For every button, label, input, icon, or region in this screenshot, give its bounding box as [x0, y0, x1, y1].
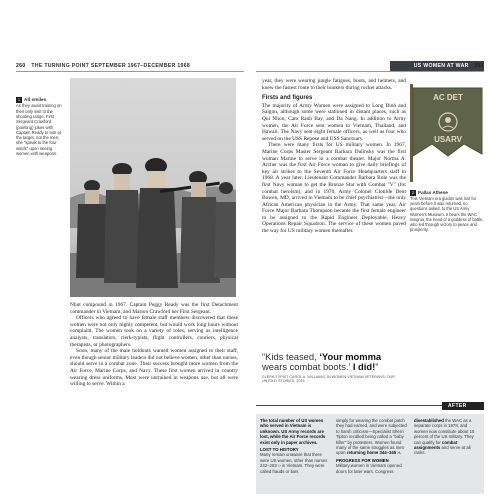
flag-text-top: AC DET [433, 93, 463, 102]
right-running-title: US WOMEN AT WAR [413, 63, 469, 69]
after-col3-bold1: disestablished [414, 418, 444, 423]
after-column-3 [414, 418, 480, 456]
after-col3-text: the WAC as a separate corps in 1978, and women now constitute about 15 percent of the US military. They can qualify for [414, 418, 475, 445]
left-header-rule [16, 71, 244, 72]
right-body-text [262, 78, 406, 235]
left-paragraph-3: Soon, many of the male holdouts wanted women assigned to their staff, even though senior military leaders did not believe women, other than nurses, should serve in a combat zone. Their success brought more women from the Air Force, Marine Corps, and Navy. These first women arrived in country wearing dress uniforms. Most were untrained in weapons use, but all were willing to serve. Within a [70, 348, 238, 388]
guidon-flag-image [410, 84, 484, 182]
left-page-number: 260 [16, 63, 26, 69]
after-rule [256, 405, 442, 406]
quote-attribution: CLERK-TYPIST CAROL A. WILLIAMS, IN WOMEN VIETNAM VETERANS: OUR UNTOLD STORIES, 2015 [262, 374, 395, 384]
after-col3-bold2: combat assignments [414, 439, 458, 451]
left-paragraph-2: Officers who agreed to have female staff members discovered that these women were not only highly competent, but would work long hours without complaint. The women took on a variety of roles, serving as intelligence analysts, translators, clerk-typists, flight controllers, couriers, physical therapists, or photographers. [70, 315, 238, 348]
after-label-text: AFTER [448, 403, 467, 409]
after-subhead-lost: LOST TO HISTORY [260, 447, 299, 453]
quote-part-2: wears combat boots.’ [262, 361, 353, 373]
quote-part-1: “Kids teased, [262, 351, 320, 362]
left-paragraph-1: Nhut compound in 1967. Captain Peggy Ready was the first Detachment commander in Vietnam, and Marion Crawford her First Sergeant. [70, 302, 238, 315]
after-intro: The total number of US women who served in Vietnam is unknown. US Army records are lost, while the Air Force records exist only in paper archives. [260, 418, 326, 445]
after-col2-bold: returning home 344–345 ››. [346, 450, 402, 456]
after-col2-text2: Military women in Vietnam opened doors for later wars. Congress [336, 463, 402, 474]
after-subhead-progress: PROGRESS FOR WOMEN [336, 457, 389, 463]
left-page-header [16, 61, 190, 71]
quote-text [262, 352, 406, 373]
after-column-2 [336, 418, 408, 474]
right-paragraph-2: There were many firsts for US military women. In 1967, Marine Corps Master Sergeant Barbara Dulinsky was the first woman Marine to serve in a combat theater. Major Norma A. Archer was the first Air Force woman to give daily briefings of key air strikes to the Seventh Air Force Headquarters staff in 1968. A year later, Lieutenant Commander Barbara Bole was the first Navy woman to get the Bronze Star with Combat "V" (for combat heroism), and in 1970, Army Colonel Clotilde Dent Bowen, MD, arrived in Vietnam to be chief psychiatrist—the only African American physician in the Army. That same year, Air Force Major Barbara Thompson became the first female engineer to be assigned to the Rapid Engineer Deployable, Heavy Operations Repair Squadron. The service of these women paved the way for US military women thereafter. [262, 142, 406, 235]
flag-caption [410, 190, 484, 232]
quote-bold-2: I did! [352, 361, 376, 373]
quote-close: ” [375, 361, 379, 373]
caption-text: As they await training on their only visit to the shooting range, First Sergeant Crawford (pointing) jokes with Captain Ready to aim at the target, not the men; she "speak to the four winds" upon seeing women with weapons. [16, 103, 62, 157]
flag-text-bottom: USARV [434, 135, 462, 144]
after-label [442, 402, 484, 410]
right-page-number: 261 [474, 63, 484, 69]
left-body-text [70, 302, 238, 388]
after-col3-text2: and serve at all ranks. [414, 445, 471, 456]
after-column-1 [260, 418, 330, 474]
right-paragraph-1: The majority of Army Women were assigned to Long Binh and Saigon, although some were stationed in distant places, such as Qui Nhon, Cam Ranh Bay, and Da Nang. In addition to Army women, the Air Force sent women to Vietnam, Thailand, and Hawaii. The Navy sent eight female officers, as well as four who served on the USS Repose and USS Sanctuary. [262, 102, 406, 142]
section-subhead: Firsts and figures [262, 95, 313, 102]
after-col2-text: simply for wearing the combat patch they had earned, and were subjected to harsh criticism—Specialist Sherri Tipton recalled being called a "baby killer" by protesters. Women found many of the same struggles as men upon [336, 418, 407, 456]
right-page-header [414, 61, 484, 71]
caption-title: All smiles [24, 98, 47, 104]
after-box [256, 414, 484, 494]
after-col1-text: Many remain unaware that there were US women, other than nurses 242–263 ›› in Vietnam. They were called frauds or liars [260, 452, 328, 474]
after-header [256, 402, 484, 410]
book-spread [0, 54, 500, 474]
flag-caption-text: This Vietnam era guidon was lost for years before it was returned, no questions asked, to the US Army Women's Museum. It bears the WAC insignia, the head of a goddess of battle, who led through victory to peace and prosperity. [410, 196, 484, 233]
flag-caption-marker: 2 [411, 190, 415, 195]
caption-marker: 1 [17, 97, 21, 102]
quote-bold-1: ‘Your momma [319, 351, 382, 362]
right-paragraph-0: year, they were wearing jungle fatigues, boots, and helmets, and knew the fastest route to their bunkers during rocket attacks. [262, 78, 406, 91]
women-soldiers-photo [70, 78, 236, 297]
pull-quote [262, 352, 406, 384]
flag-caption-title: Pallas Athene [418, 190, 448, 196]
left-running-title: THE TURNING POINT SEPTEMBER 1967–DECEMBER 1968 [31, 63, 191, 69]
photo-caption [16, 97, 66, 156]
right-header-rule [256, 71, 484, 72]
